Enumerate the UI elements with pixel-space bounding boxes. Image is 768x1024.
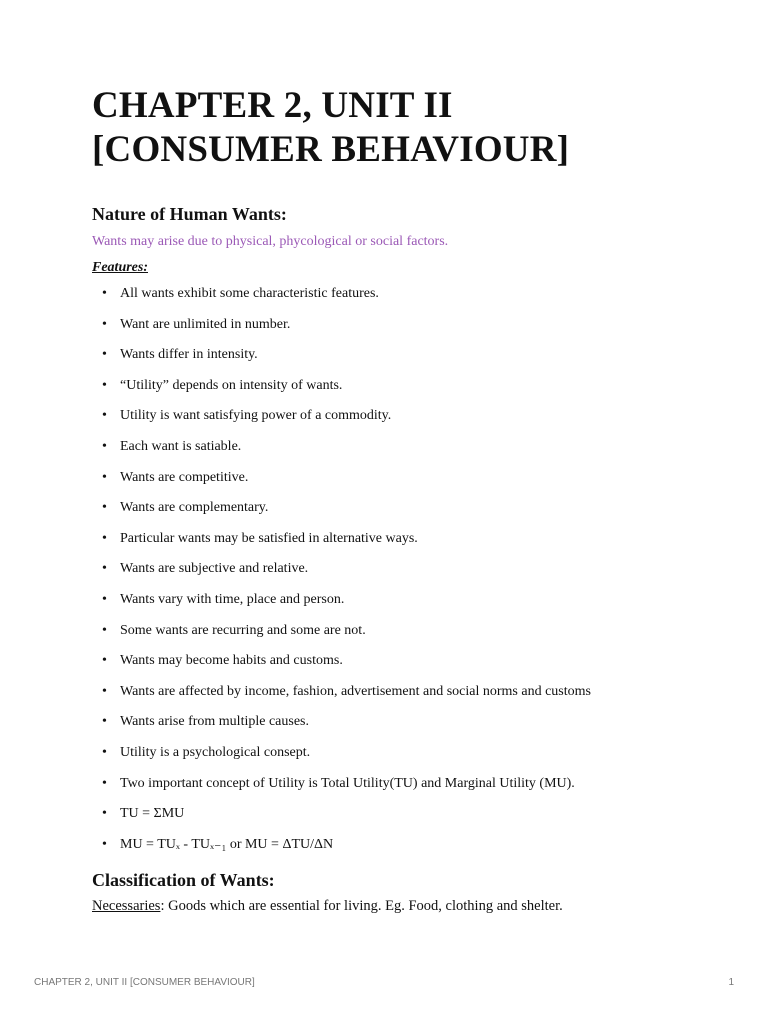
list-item: • “Utility” depends on intensity of wants. bbox=[102, 377, 343, 393]
bullet-icon: • bbox=[102, 561, 107, 577]
features-label: Features: bbox=[92, 260, 148, 275]
bullet-icon: • bbox=[102, 775, 107, 791]
list-item: • Wants may become habits and customs. bbox=[102, 653, 343, 669]
list-item: • TU = ΣMU bbox=[102, 806, 185, 822]
list-item: • Wants arise from multiple causes. bbox=[102, 714, 309, 730]
list-item: • Wants are complementary. bbox=[102, 500, 269, 516]
list-item: • Utility is a psychological consept. bbox=[102, 744, 311, 760]
bullet-icon: • bbox=[102, 744, 107, 760]
bullet-icon: • bbox=[102, 286, 107, 301]
page-number: 1 bbox=[728, 977, 734, 988]
intro-text: Wants may arise due to physical, phycological or social factors. bbox=[92, 234, 449, 249]
list-item: • Wants are competitive. bbox=[102, 469, 249, 485]
list-item: • Each want is satiable. bbox=[102, 438, 242, 454]
bullet-icon: • bbox=[102, 316, 107, 332]
list-item: • Wants are affected by income, fashion, advertisement and social norms and customs bbox=[102, 683, 591, 699]
list-item: • MU = TUₓ - TUₓ₋₁ or MU = ΔTU/ΔN bbox=[102, 836, 334, 852]
list-item: • Particular wants may be satisfied in alternative ways. bbox=[102, 530, 418, 546]
list-item: • Want are unlimited in number. bbox=[102, 316, 291, 332]
bullet-icon: • bbox=[102, 500, 107, 516]
bullet-icon: • bbox=[102, 408, 107, 424]
bullet-icon: • bbox=[102, 806, 107, 822]
bullet-icon: • bbox=[102, 836, 107, 852]
list-item: • Some wants are recurring and some are not. bbox=[102, 622, 366, 638]
bullet-icon: • bbox=[102, 714, 107, 730]
classification-heading: Classification of Wants: bbox=[92, 870, 275, 891]
bullet-icon: • bbox=[102, 653, 107, 669]
bullet-icon: • bbox=[102, 683, 107, 699]
document-body bbox=[92, 84, 712, 915]
bullet-icon: • bbox=[102, 438, 107, 454]
list-item: • Wants are subjective and relative. bbox=[102, 561, 309, 577]
list-item: • Wants differ in intensity. bbox=[102, 347, 258, 363]
necessaries-definition: : Goods which are essential for living. Eg. Food, clothing and shelter. bbox=[160, 898, 563, 915]
features-list bbox=[92, 285, 712, 866]
chapter-title-line2: [CONSUMER BEHAVIOUR] bbox=[92, 129, 570, 170]
list-item: • Wants vary with time, place and person. bbox=[102, 591, 345, 607]
bullet-icon: • bbox=[102, 530, 107, 546]
footer-title: CHAPTER 2, UNIT II [CONSUMER BEHAVIOUR] bbox=[34, 977, 255, 988]
chapter-title bbox=[92, 84, 712, 172]
bullet-icon: • bbox=[102, 377, 107, 393]
necessaries-term: Necessaries bbox=[92, 898, 161, 915]
list-item: • Two important concept of Utility is Total Utility(TU) and Marginal Utility (MU). bbox=[102, 775, 575, 791]
necessaries-paragraph bbox=[92, 898, 712, 915]
bullet-icon: • bbox=[102, 469, 107, 485]
list-item: • Utility is want satisfying power of a commodity. bbox=[102, 408, 392, 424]
bullet-icon: • bbox=[102, 347, 107, 363]
nature-heading: Nature of Human Wants: bbox=[92, 204, 287, 224]
bullet-icon: • bbox=[102, 591, 107, 607]
bullet-icon: • bbox=[102, 622, 107, 638]
list-item: • All wants exhibit some characteristic features. bbox=[102, 286, 379, 301]
chapter-title-line1: CHAPTER 2, UNIT II bbox=[92, 85, 453, 126]
